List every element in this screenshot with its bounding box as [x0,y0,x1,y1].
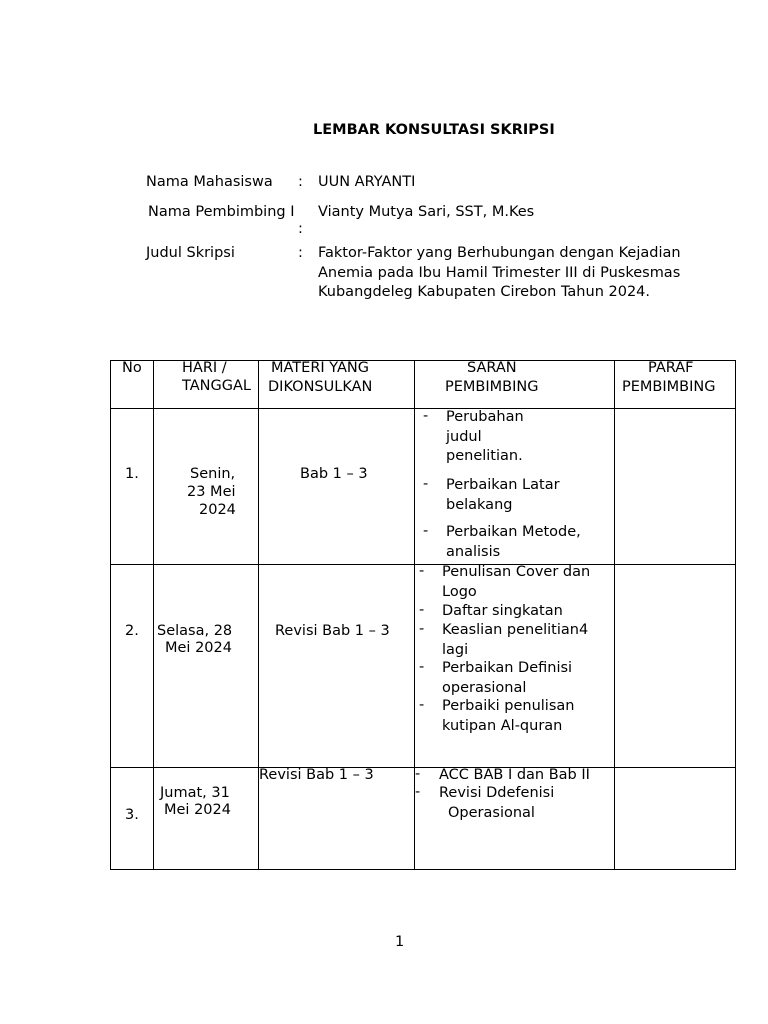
bullet-dash: - [419,621,425,637]
saran-item: Perbaikan Latar belakang [446,477,560,513]
bullet-dash: - [415,766,421,782]
row-hari-tanggal: Jumat, 31 Mei 2024 [154,768,259,870]
colon: : [298,245,303,261]
table-header-row [111,361,736,409]
bullet-dash: - [423,408,429,424]
row-saran [415,565,615,768]
bullet-dash: - [423,523,429,539]
bullet-dash: - [419,563,425,579]
row-no: 3. [111,768,154,870]
colon: : [298,221,303,237]
saran-item: Perubahan judul penelitian. [446,409,524,464]
row-paraf [615,409,736,565]
row-materi: Revisi Bab 1 – 3 [259,768,415,870]
bullet-dash: - [419,602,425,618]
row-saran [415,409,615,565]
table-row [111,768,736,870]
judul-skripsi-line: Faktor-Faktor yang Berhubungan dengan Kejadian [318,245,681,261]
row-materi: Bab 1 – 3 [259,409,415,565]
saran-item: Daftar singkatan [442,603,563,619]
saran-item: ACC BAB I dan Bab II [439,767,590,783]
judul-skripsi-line: Anemia pada Ibu Hamil Trimester III di Puskesmas [318,264,681,281]
bullet-dash: - [419,697,425,713]
nama-mahasiswa-value: UUN ARYANTI [318,174,416,190]
saran-item: Perbaikan Metode, analisis [446,524,581,560]
header-paraf: PARAF PEMBIMBING [615,361,736,409]
colon: : [298,174,303,190]
header-no: No [111,361,154,409]
nama-pembimbing-value: Vianty Mutya Sari, SST, M.Kes [318,204,535,220]
row-saran [415,768,615,870]
saran-item: Revisi Ddefenisi Operasional [439,785,555,821]
row-no: 1. [111,409,154,565]
saran-item: Perbaikan Definisi operasional [442,660,573,696]
page-number: 1 [395,934,405,950]
bullet-dash: - [415,784,421,800]
nama-pembimbing-label: Nama Pembimbing I [148,204,295,220]
header-materi: MATERI YANG DIKONSULKAN [259,361,415,409]
bullet-dash: - [419,659,425,675]
judul-skripsi-label: Judul Skripsi [146,245,235,261]
row-hari-tanggal: Selasa, 28 Mei 2024 [154,565,259,768]
header-hari-tanggal: HARI / TANGGAL [154,361,259,409]
table-row [111,409,736,565]
row-hari-tanggal: Senin, 23 Mei 2024 [154,409,259,565]
table-row [111,565,736,768]
row-materi: Revisi Bab 1 – 3 [259,565,415,768]
page-title: LEMBAR KONSULTASI SKRIPSI [313,122,555,138]
row-paraf [615,565,736,768]
row-paraf [615,768,736,870]
saran-item: Keaslian penelitian4 lagi [442,622,589,658]
judul-skripsi-line: Kubangdeleg Kabupaten Cirebon Tahun 2024. [318,284,650,300]
bullet-dash: - [423,476,429,492]
nama-mahasiswa-label: Nama Mahasiswa [146,174,273,190]
consultation-table [110,360,736,870]
header-saran: SARAN PEMBIMBING [415,361,615,409]
saran-item: Perbaiki penulisan kutipan Al-quran [442,698,575,734]
row-no: 2. [111,565,154,768]
saran-item: Penulisan Cover dan Logo [442,564,591,600]
